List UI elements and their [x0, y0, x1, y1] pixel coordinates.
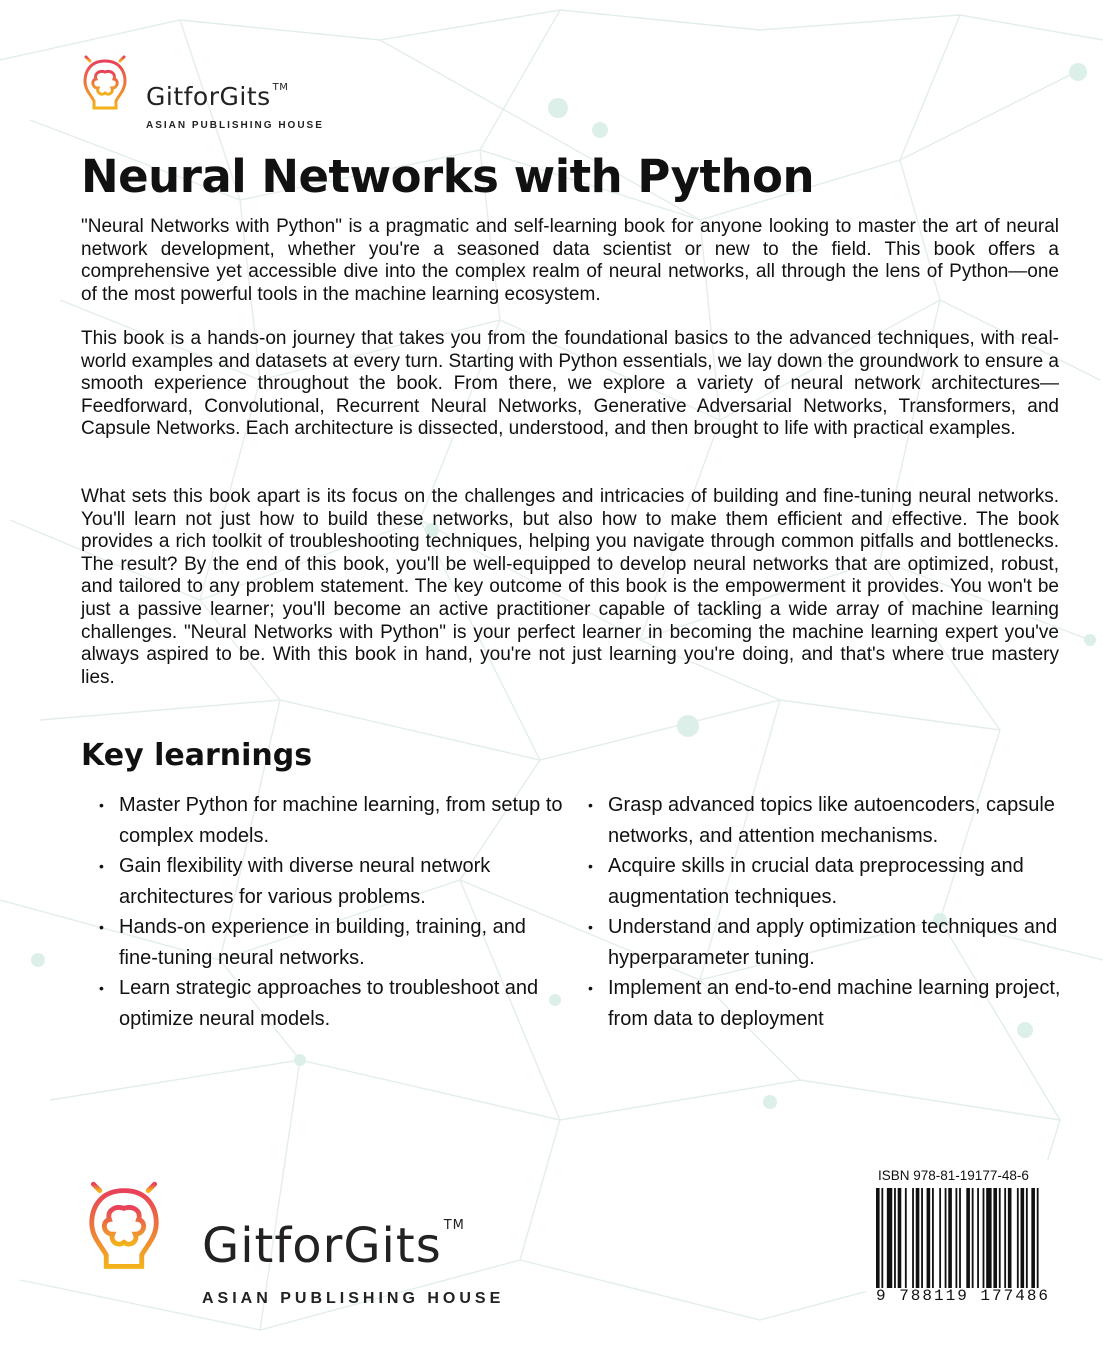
barcode-bar	[959, 1188, 961, 1288]
barcode-bar	[932, 1188, 934, 1288]
barcode-bar	[948, 1188, 952, 1288]
barcode-bar	[945, 1188, 947, 1288]
brain-bulb-icon	[74, 1168, 174, 1310]
barcode-bar	[986, 1188, 991, 1288]
isbn-barcode	[866, 1160, 1052, 1312]
barcode-bar	[939, 1188, 941, 1288]
barcode-bar	[999, 1188, 1001, 1288]
list-item: • Learn strategic approaches to troubleshoot and optimize neural models.	[99, 973, 569, 1034]
barcode-bar	[894, 1188, 896, 1288]
key-learnings-list-left	[99, 790, 569, 1034]
barcode-bar	[887, 1188, 892, 1288]
brand-subtitle: ASIAN PUBLISHING HOUSE	[202, 1290, 505, 1307]
barcode-bar	[1004, 1188, 1006, 1288]
barcode-bar	[1026, 1188, 1028, 1288]
barcode-bar	[876, 1188, 880, 1288]
brand-subtitle: ASIAN PUBLISHING HOUSE	[146, 120, 324, 131]
list-item: • Implement an end-to-end machine learning project, from data to deployment	[588, 973, 1068, 1034]
barcode-bar	[898, 1188, 902, 1288]
description-paragraph: "Neural Networks with Python" is a pragmatic and self-learning book for anyone looking to master the art of neural network development, whether you're a seasoned data scientist or new to the field. This book offers a comprehensive yet accessible dive into the complex realm of neural networks, all through the lens of Python—one of the most powerful tools in the machine learning ecosystem.	[81, 216, 1059, 305]
description-paragraph: This book is a hands-on journey that takes you from the foundational basics to the advanced techniques, with real-world examples and datasets at every turn. Starting with Python essentials, we lay down the groundwork to ensure a smooth experience throughout the book. From there, we explore a variety of neural network architectures—Feedforward, Convolutional, Recurrent Neural Networks, Generative Adversarial Networks, Transformers, and Capsule Networks. Each architecture is dissected, understood, and then brought to life with practical examples.	[81, 328, 1059, 440]
isbn-number: ISBN 978-81-19177-48-6	[878, 1168, 1029, 1183]
key-learnings-list-right	[588, 790, 1068, 1034]
barcode-bar	[983, 1188, 985, 1288]
publisher-logo-top	[74, 48, 354, 138]
barcode-bars	[876, 1188, 1044, 1288]
publisher-logo-bottom	[74, 1168, 534, 1318]
barcode-bar	[966, 1188, 970, 1288]
brand-name: GitforGits ™	[202, 1218, 465, 1274]
barcode-bar	[912, 1188, 914, 1288]
list-item: • Master Python for machine learning, from setup to complex models.	[99, 790, 569, 851]
description-paragraph: What sets this book apart is its focus on the challenges and intricacies of building and fine-tuning neural networks. You'll learn not just how to build these networks, but also how to make them efficient and effective. The book provides a rich toolkit of troubleshooting techniques, helping you navigate through common pitfalls and bottlenecks. The result? By the end of this book, you'll be well-equipped to develop neural networks that are optimized, robust, and tailored to any problem statement. The key outcome of this book is the empowerment it provides. You won't be just a passive learner; you'll become an active practitioner capable of tackling a wide array of machine learning challenges. "Neural Networks with Python" is your perfect learner in becoming the machine learning expert you've always aspired to be. With this book in hand, you're not just learning you're doing, and that's where true mastery lies.	[81, 486, 1059, 688]
barcode-bar	[905, 1188, 907, 1288]
list-item: • Gain flexibility with diverse neural network architectures for various problems.	[99, 851, 569, 912]
brain-bulb-icon	[74, 48, 136, 134]
barcode-bar	[955, 1188, 957, 1288]
brand-name: GitforGits ™	[146, 82, 289, 111]
barcode-digits: 9 788119 177486	[876, 1287, 1051, 1305]
barcode-bar	[916, 1188, 920, 1288]
barcode-bar	[1031, 1188, 1035, 1288]
list-item: • Grasp advanced topics like autoencoders, capsule networks, and attention mechanisms.	[588, 790, 1068, 851]
barcode-bar	[972, 1188, 974, 1288]
list-item: • Acquire skills in crucial data preprocessing and augmentation techniques.	[588, 851, 1068, 912]
key-learnings-heading: Key learnings	[81, 738, 313, 773]
barcode-bar	[881, 1188, 883, 1288]
barcode-bar	[927, 1188, 931, 1288]
barcode-bar	[977, 1188, 979, 1288]
barcode-bar	[1008, 1188, 1012, 1288]
barcode-bar	[1021, 1188, 1025, 1288]
book-title: Neural Networks with Python	[81, 150, 814, 203]
barcode-bar	[1017, 1188, 1019, 1288]
list-item: • Understand and apply optimization techniques and hyperparameter tuning.	[588, 912, 1068, 973]
list-item: • Hands-on experience in building, training, and fine-tuning neural networks.	[99, 912, 569, 973]
barcode-bar	[993, 1188, 997, 1288]
barcode-bar	[1037, 1188, 1039, 1288]
barcode-bar	[921, 1188, 923, 1288]
